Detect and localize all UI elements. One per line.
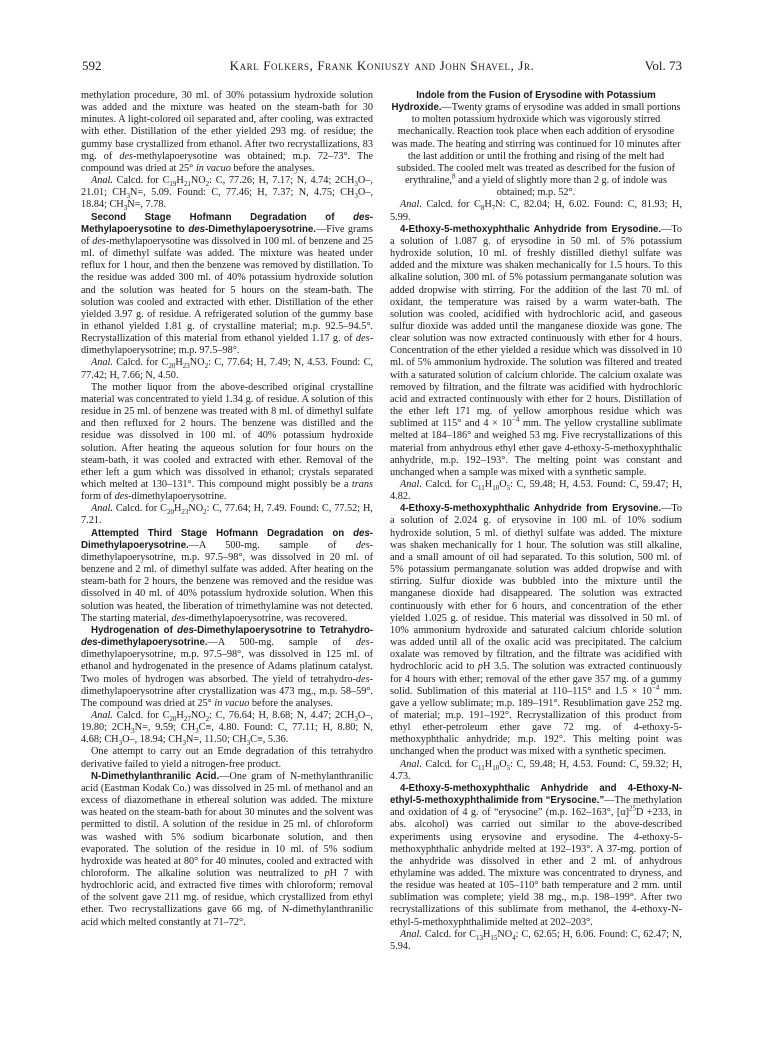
left-column: [81, 90, 373, 929]
paragraph: Anal. Calcd. for $C_{19}H_{21}NO_2$: C, 77.26; H, 7.17; N, 4.74; $2CH_3O-$, 21.01; $CH_3N=$, 5.09. Found: C, 77.46; H, 7.37; N, 4.75; $CH_3O-$, 18.84; $CH_3N=$, 7.78.: [81, 175, 374, 213]
paragraph: N-Dimethylanthranilic Acid.—One gram of N-methylanthranilic acid (Eastman Kodak Co.) was dissolved in 25 ml. of methanol and an excess of diazomethane in ethereal solution was added. The mixture was heated on the steam-bath for about 30 minutes and the solvent was permitted to distil. A solution of the residue in 25 ml. of chloroform was washed with 5% sodium bicarbonate solution, and then evaporated. The solution of the residue in 10 ml. of 5% sodium hydroxide was heated at 80° for 40 minutes, cooled and extracted with chloroform. The alkaline solution was neutralized to pH 7 with hydrochloric acid, and extracted five times with chloroform; removal of the solvent gave 211 mg. of residue, which crystallized from ethyl ether. Two recrystallizations gave 66 mg. of N-dimethylanthranilic acid which melted constantly at 71–72°.: [81, 770, 374, 928]
volume-label: Vol. 73: [644, 58, 682, 73]
paragraph: Anal. Calcd. for $C_{20}H_{27}NO_2$: C, 76.64; H, 8.68; N, 4.47; $2CH_3O-$, 19.80; $2CH_3N=$, 9.59; $CH_3C\equiv$, 4.80. Found: C, 77.11; H, 8.80; N, 4.68; $CH_3O-$, 18.94; $CH_3N=$, 11.50; $CH_3C\equiv$, 5.36.: [81, 709, 373, 748]
paragraph: Anal. Calcd. for $C_{11}H_{10}O_5$: C, 59.48; H, 4.53. Found: C, 59.32; H, 4.73.: [390, 758, 682, 782]
paragraph: The mother liquor from the above-described original crystalline material was concentrated to yield 1.34 g. of residue. A solution of this residue in 25 ml. of benzene was treated with 8 ml. of dimethyl sulfate and then refluxed for 2 hours. The benzene was distilled and the residue was dissolved in 100 ml. of 40% potassium hydroxide solution. After heating the aqueous solution for four hours on the steam-bath, it was cooled and extracted with ether. Removal of the ether left a gum which was dissolved in ethanol; crystals separated which melted at 130–131°. This compound might possibly be a trans form of des-dimethylapoerysotrine.: [81, 381, 373, 503]
right-column: [390, 90, 682, 953]
running-header: [82, 58, 682, 74]
paragraph: One attempt to carry out an Emde degradation of this tetrahydro derivative failed to yield a nitrogen-free product.: [81, 746, 373, 770]
paragraph: Attempted Third Stage Hofmann Degradation on des-Dimethylapoerysotrine.—A 500-mg. sample of des-dimethylapoerysotrine, m.p. 97.5–98°, was dissolved in 20 ml. of benzene and 2 ml. of dimethyl sulfate was added. After heating on the steam-bath for 2 hours, the benzene was removed and the residue was dissolved in 40 ml. of 40% potassium hydroxide solution. When this solution was heated, the liberation of trimethylamine was not detected. The starting material, des-dimethylapoerysotrine, was recovered.: [81, 527, 373, 624]
paragraph: 4-Ethoxy-5-methoxyphthalic Anhydride from Erysovine.—To a solution of 2.024 g. of erysovine in 100 ml. of 10% sodium hydroxide solution, 5 ml. of diethyl sulfate was added. The mixture was shaken mechanically for 1 hour. The solution was still alkaline, and a small amount of oil had separated. To this solution, 500 ml. of 5% potassium permanganate solution was added dropwise and with stirring. Sulfur dioxide was bubbled into the mixture until the manganese dioxide had disappeared. The solution was extracted continuously with ether for 6 hours, and concentration of the ether yielded 1.025 g. of residue. This material was dissolved in 50 ml. of 10% ammonium hydroxide and saturated calcium chloride solution was added until all of the oxalic acid was precipitated. The calcium oxalate was removed by filtration, and the filtrate was acidified with hydrochloric acid to pH 3.5. The solution was extracted continuously for 4 hours with ether; removal of the ether gave 357 mg. of a gummy solid. Sublimation of this material at 110–115° and $1.5 \times 10^{-4}$ mm. gave a yellow sublimate; m.p. 189–191°. Resublimation gave 252 mg. of material; m.p. 191–192°. Recrystallization of this product from ethyl ether-petroleum ether gave 72 mg. of 4-ethoxy-5-methoxyphthalic anhydride; m.p. 192°. This melting point was unchanged when the product was mixed with a synthetic specimen.: [390, 503, 683, 758]
paragraph: Second Stage Hofmann Degradation of des-Methylapoerysotine to des-Dimethylapoerysotrine.—Five grams of des-methylapoerysotine was dissolved in 100 ml. of benzene and 25 ml. of dimethyl sulfate was added. The mixture was heated under reflux for 1 hour, and then the benzene was removed by distillation. To the residue was added 300 ml. of 40% potassium hydroxide solution and the solution was heated for 5 hours on the steam-bath. The solution was cooled and extracted with ether. Distillation of the ether yielded 3.97 g. of residue. A refrigerated solution of the gummy base in ethanol yielded 1.81 g. of crystalline material; m.p. 92.5–94.5°. Recrystallization of this material from ethanol yielded 1.17 g. of des-dimethylapoerysotrine; m.p. 97.5–98°.: [81, 211, 374, 357]
paragraph: Hydrogenation of des-Dimethylapoerysotrine to Tetrahydro-des-dimethylapoerysotrine.—A 500-mg. sample of des-dimethylapoerysotrine, m.p. 97.5–98°, was dissolved in 125 ml. of ethanol and hydrogenated in the presence of Adams platinum catalyst. Two moles of hydrogen was absorbed. The yield of tetrahydro-des-dimethylapoerysotrine after crystallization was 473 mg., m.p. 58–59°. The compound was dried at 25° in vacuo before the analyses.: [81, 624, 373, 709]
paragraph: methylation procedure, 30 ml. of 30% potassium hydroxide solution was added and the mixture was heated on the steam-bath for 30 minutes. A light-colored oil separated and, after cooling, was extracted with ether. Distillation of the ether yielded 293 mg. of residue; the gummy base crystallized from ethanol. After two recrystallizations, 83 mg. of des-methylapoerysotine was obtained; m.p. 72–73°. The compound was dried at 25° in vacuo before the analyses.: [81, 90, 373, 174]
paragraph: Anal. Calcd. for $C_8H_7N$: C, 82.04; H, 6.02. Found: C, 81.93; H, 5.99.: [390, 199, 682, 223]
paragraph: Anal. Calcd. for $C_{13}H_{15}NO_4$: C, 62.65; H, 6.06. Found: C, 62.47; N, 5.94.: [390, 928, 682, 952]
paragraph: Indole from the Fusion of Erysodine with Potassium Hydroxide.—Twenty grams of erysodine was added in small portions to molten potassium hydroxide which was vigorously stirred mechanically. Reaction took place when each addition of erysodine was made. The heating and stirring was continued for 10 minutes after the last addition or until the frothing and rising of the melt had subsided. The cooled melt was treated as described for the fusion of erythraline,$^8$ and a yield of slightly more than 2 g. of indole was obtained; m.p. 52°.: [391, 90, 681, 199]
page-number: 592: [82, 58, 102, 73]
paragraph: Anal. Calcd. for $C_{20}H_{23}NO_2$: C, 77.64; H, 7.49; N, 4.53. Found: C, 77.42; H, 7.66; N, 4.50.: [81, 357, 373, 381]
paragraph: Anal. Calcd. for $C_{11}H_{10}O_5$: C, 59.48; H, 4.53. Found: C, 59.47; H, 4.82.: [390, 479, 682, 503]
paragraph: 4-Ethoxy-5-methoxyphthalic Anhydride and 4-Ethoxy-N-ethyl-5-methoxyphthalimide from “Erysocine.”—The methylation and oxidation of 4 g. of “erysocine” (m.p. 162–163°, $[\alpha]^{25}D +233$, in abs. alcohol) was carried out similar to the above-described experiments using erysovine and erysodine. The 4-ethoxy-5-methoxyphthalic anhydride melted at 192–193°. A 37-mg. portion of the anhydride was dissolved in ether and 2 ml. of anhydrous ethylamine was added. The mixture was concentrated to dryness, and the residue was heated at 105–110° bath temperature and 2 mm. until sublimation was complete; yield 38 mg., m.p. 198–199°. After two recrystallizations of this sublimate from methanol, the 4-ethoxy-N-ethyl-5-methoxyphthalimide melted at 202–203°.: [390, 782, 683, 928]
paragraph: Anal. Calcd. for $C_{20}H_{23}NO_2$: C, 77.64; H, 7.49. Found: C, 77.52; H, 7.21.: [81, 503, 373, 527]
running-authors: Karl Folkers, Frank Koniuszy and John Shavel, Jr.: [229, 58, 535, 73]
paragraph: 4-Ethoxy-5-methoxyphthalic Anhydride from Erysodine.—To a solution of 1.087 g. of erysodine in 50 ml. of 5% potassium hydroxide solution, 10 ml. of freshly distilled diethyl sulfate was added and the mixture was shaken mechanically for 1.5 hours. To this alkaline solution, 300 ml. of 5% potassium permanganate solution was added dropwise with stirring. For the addition of the last 70 ml. of oxidant, the temperature was raised by a warm water-bath. The solution was cooled, acidified with hydrochloric acid, and gaseous sulfur dioxide was added until the manganese dioxide was gone. The clear solution was now extracted continuously with ether for 4 hours. Concentration of the ether yielded a residue which was dissolved in 10 ml. of 5% ammonium hydroxide. The solution was filtered and treated with a saturated solution of calcium chloride. The calcium oxalate was removed by filtration, and the filtrate was acidified with hydrochloric acid and extracted continuously with ether for 2 hours. Distillation of the ether left 171 mg. of yellow amorphous residue which was sublimed at 115° and $4 \times 10^{-4}$ mm. The yellow crystalline sublimate melted at 184–186° and weighed 53 mg. Five recrystallizations of this material from anhydrous ethyl ether gave 4-ethoxy-5-methoxyphthalic anhydride, m.p. 192–193°. The melting point was constant and unchanged when a sample was mixed with a synthetic sample.: [390, 223, 683, 478]
